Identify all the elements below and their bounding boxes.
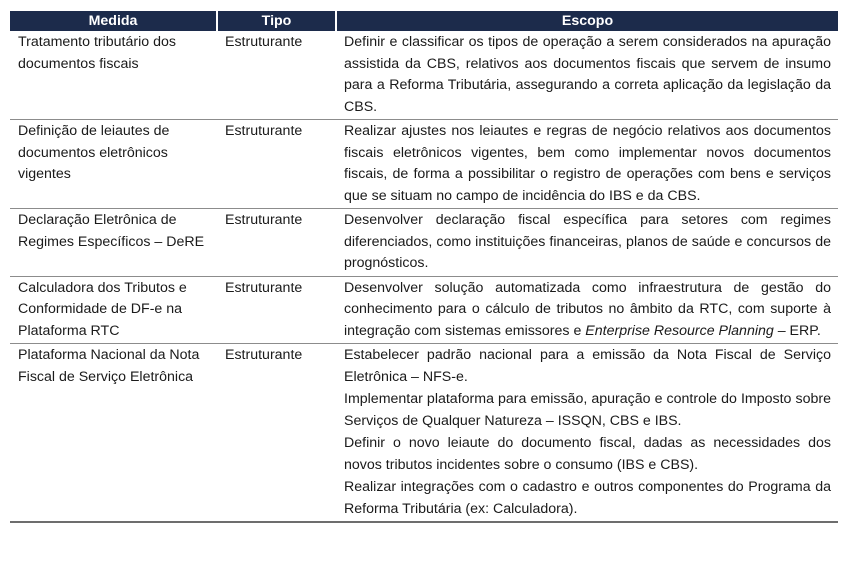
cell-tipo: Estruturante <box>217 31 336 120</box>
escopo-paragraph: Definir o novo leiaute do documento fiscal, dadas as necessidades dos novos tributos incidentes sobre o consumo (IBS e CBS). <box>344 435 831 473</box>
cell-medida: Plataforma Nacional da Nota Fiscal de Serviço Eletrônica <box>10 344 217 523</box>
table-row <box>10 209 838 277</box>
escopo-paragraph <box>344 278 831 343</box>
table-row <box>10 276 838 344</box>
measures-table <box>10 11 838 523</box>
header-tipo: Tipo <box>217 11 336 31</box>
escopo-paragraph: Definir e classificar os tipos de operação a serem considerados na apuração assistida da CBS, relativos aos documentos fiscais que servem de insumo para a Reforma Tributária, assegurando a correta aplicação da legislação da CBS. <box>344 34 831 115</box>
cell-medida: Declaração Eletrônica de Regimes Específicos – DeRE <box>10 209 217 277</box>
cell-escopo <box>336 276 838 344</box>
header-medida: Medida <box>10 11 217 31</box>
cell-escopo <box>336 31 838 120</box>
table-header-row <box>10 11 838 31</box>
cell-medida: Calculadora dos Tributos e Conformidade de DF-e na Plataforma RTC <box>10 276 217 344</box>
table-row <box>10 120 838 209</box>
cell-tipo: Estruturante <box>217 344 336 523</box>
escopo-text: – ERP. <box>773 322 821 339</box>
escopo-paragraph: Implementar plataforma para emissão, apuração e controle do Imposto sobre Serviços de Qualquer Natureza – ISSQN, CBS e IBS. <box>344 391 831 429</box>
cell-escopo <box>336 209 838 277</box>
escopo-text: Desenvolver solução automatizada como infraestrutura de gestão do conhecimento para o cálculo de tributos no âmbito da RTC, com suporte à integração com sistemas emissores e <box>344 279 831 339</box>
cell-medida: Definição de leiautes de documentos eletrônicos vigentes <box>10 120 217 209</box>
cell-tipo: Estruturante <box>217 120 336 209</box>
table-row <box>10 344 838 523</box>
escopo-paragraph: Realizar ajustes nos leiautes e regras de negócio relativos aos documentos fiscais eletrônicos vigentes, bem como implementar novos documentos fiscais, de forma a possibilitar o registro de operações com bens e serviços que se situam no campo de incidência do IBS e da CBS. <box>344 123 831 204</box>
cell-escopo <box>336 120 838 209</box>
cell-tipo: Estruturante <box>217 276 336 344</box>
escopo-paragraph: Realizar integrações com o cadastro e outros componentes do Programa da Reforma Tributária (ex: Calculadora). <box>344 479 831 517</box>
table-row <box>10 31 838 120</box>
cell-tipo: Estruturante <box>217 209 336 277</box>
cell-medida: Tratamento tributário dos documentos fiscais <box>10 31 217 120</box>
escopo-paragraph: Desenvolver declaração fiscal específica para setores com regimes diferenciados, como instituições financeiras, planos de saúde e concursos de prognósticos. <box>344 212 831 271</box>
cell-escopo <box>336 344 838 523</box>
escopo-italic-term: Enterprise Resource Planning <box>585 322 774 339</box>
header-escopo: Escopo <box>336 11 838 31</box>
escopo-paragraph: Estabelecer padrão nacional para a emissão da Nota Fiscal de Serviço Eletrônica – NFS-e. <box>344 347 831 385</box>
